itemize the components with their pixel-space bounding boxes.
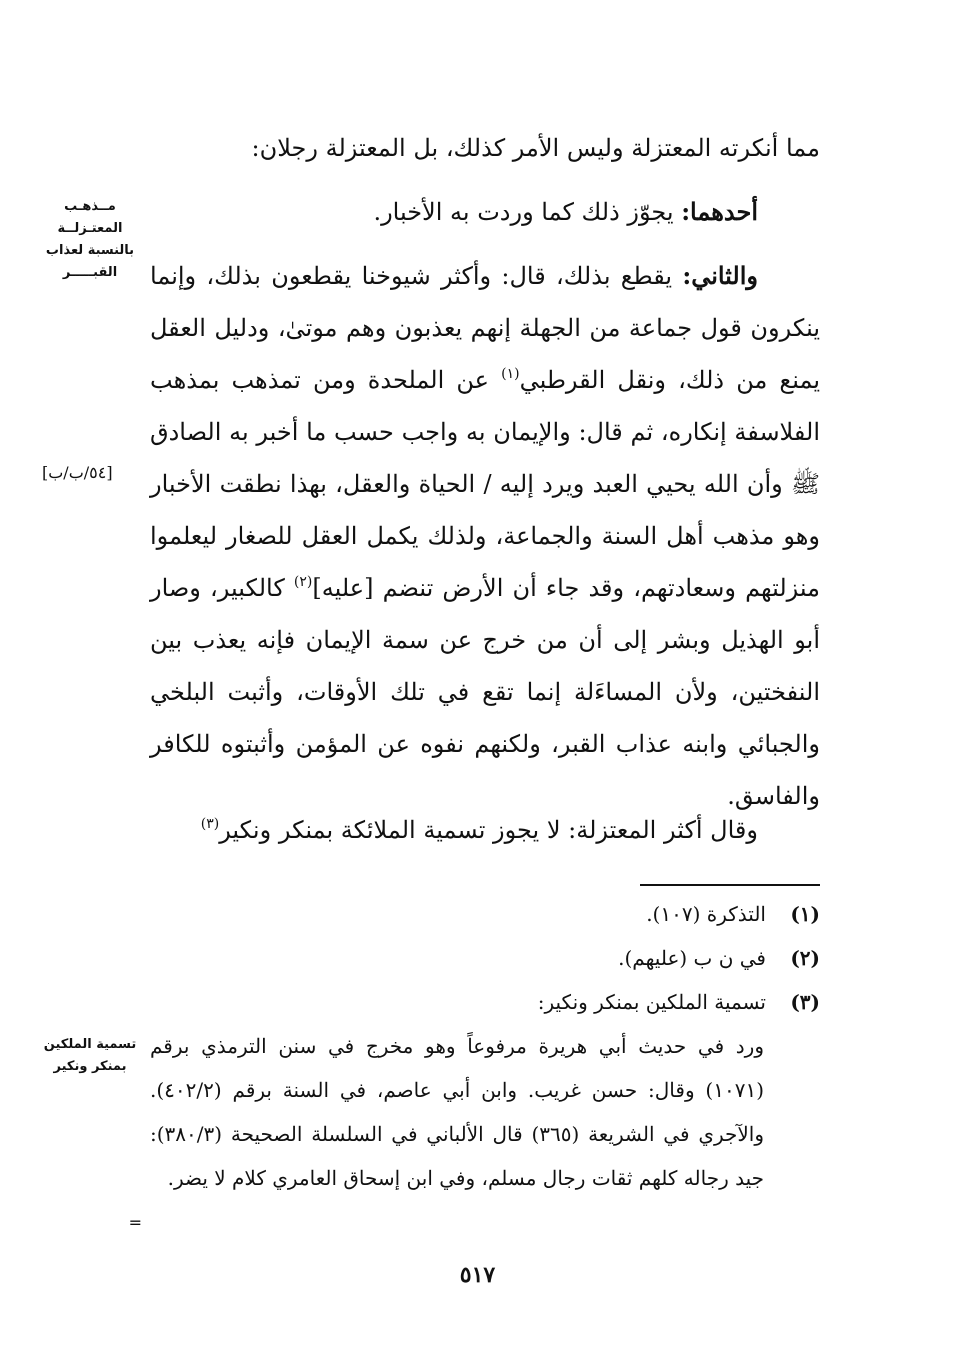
first-opinion-text: يجوّز ذلك كما وردت به الأخبار. <box>373 198 682 226</box>
margin-note-mutazila: مــذهـب المعتـزلــة بالنسبة لعذاب القبـــــر <box>45 199 135 280</box>
footnote-ref-3[interactable]: (٣) <box>200 816 220 832</box>
footnote-text: التذكرة (١٠٧). <box>646 902 766 926</box>
footnote-item <box>150 892 820 936</box>
margin-note-angels: تسمية الملكين بمنكر ونكير <box>43 1037 137 1074</box>
naming-paragraph <box>150 804 820 856</box>
footnote-text: تسمية الملكين بمنكر ونكير: <box>537 990 766 1014</box>
footnote-3-body: ورد في حديث أبي هريرة مرفوعاً وهو مخرج في سنن الترمذي برقم (١٠٧١) وقال: حسن غريب. وابن أبي عاصم، في السنة برقم (٤٠٢/٢). والآجري في الشريعة (٣٦٥) قال الألباني في السلسلة الصحيحة (٣٨٠/٣): جيد رجاله كلهم ثقات رجال مسلم، وفي ابن إسحاق العامري كلام لا يضر. <box>150 1034 764 1190</box>
intro-line: مما أنكرته المعتزلة وليس الأمر كذلك، بل المعتزلة رجلان: <box>251 134 820 162</box>
folio-marker: [٥٤/ب/ب] <box>42 463 113 482</box>
paragraph-text-part-1: يقطع بذلك، قال: وأكثر شيوخنا يقطعون بذلك، وإنما ينكرون قول جماعة من الجهلة إنهم يعذبون وهم موتىٰ، ودليل العقل يمنع من ذلك، ونقل القرطبي <box>150 262 821 394</box>
footnote-item <box>150 936 820 980</box>
paragraph-text-part-2: عن الملحدة ومن تمذهب بمذهب الفلاسفة إنكاره، ثم قال: والإيمان به واجب حسب ما أخبر به الصادق ﷺ وأن الله يحيي العبد ويرد إليه / الحياة والعقل، بهذا نطقت الأخبار وهو مذهب أهل السنة والجماعة، ولذلك يكمل العقل للصغار ليعلموا منزلتهم وسعادتهم، وقد جاء أن الأرض تنضم [عليه] <box>150 366 821 602</box>
footnote-separator <box>640 884 820 886</box>
page-number: ٥١٧ <box>459 1262 496 1288</box>
naming-text: وقال أكثر المعتزلة: لا يجوز تسمية الملائكة بمنكر ونكير <box>219 816 758 844</box>
footnote-text: في ن ب (عليهم). <box>618 946 766 970</box>
first-opinion <box>150 186 820 238</box>
footnote-item <box>150 980 820 1024</box>
footnote-ref-2[interactable]: (٢) <box>293 574 313 590</box>
footnote-number: (١) <box>790 902 820 926</box>
continuation-mark: = <box>128 1213 142 1232</box>
footnote-number: (٢) <box>790 946 820 970</box>
paragraph-text-part-3: كالكبير، وصار أبو الهذيل وبشر إلى أن من خرج عن سمة الإيمان فإنه يعذب بين النفختين، ولأن المساءَلة إنما تقع في تلك الأوقات، وأثبت البلخي والجبائي وابنه عذاب القبر، ولكنهم نفوه عن المؤمن وأثبتوه للكافر والفاسق. <box>150 574 820 810</box>
footnote-ref-1[interactable]: (١) <box>501 366 520 382</box>
second-opinion-paragraph <box>150 250 820 822</box>
footnotes <box>150 892 820 1024</box>
footnote-number: (٣) <box>790 990 820 1014</box>
second-opinion-label: والثاني: <box>682 261 758 290</box>
first-opinion-label: أحدهما: <box>681 197 758 226</box>
